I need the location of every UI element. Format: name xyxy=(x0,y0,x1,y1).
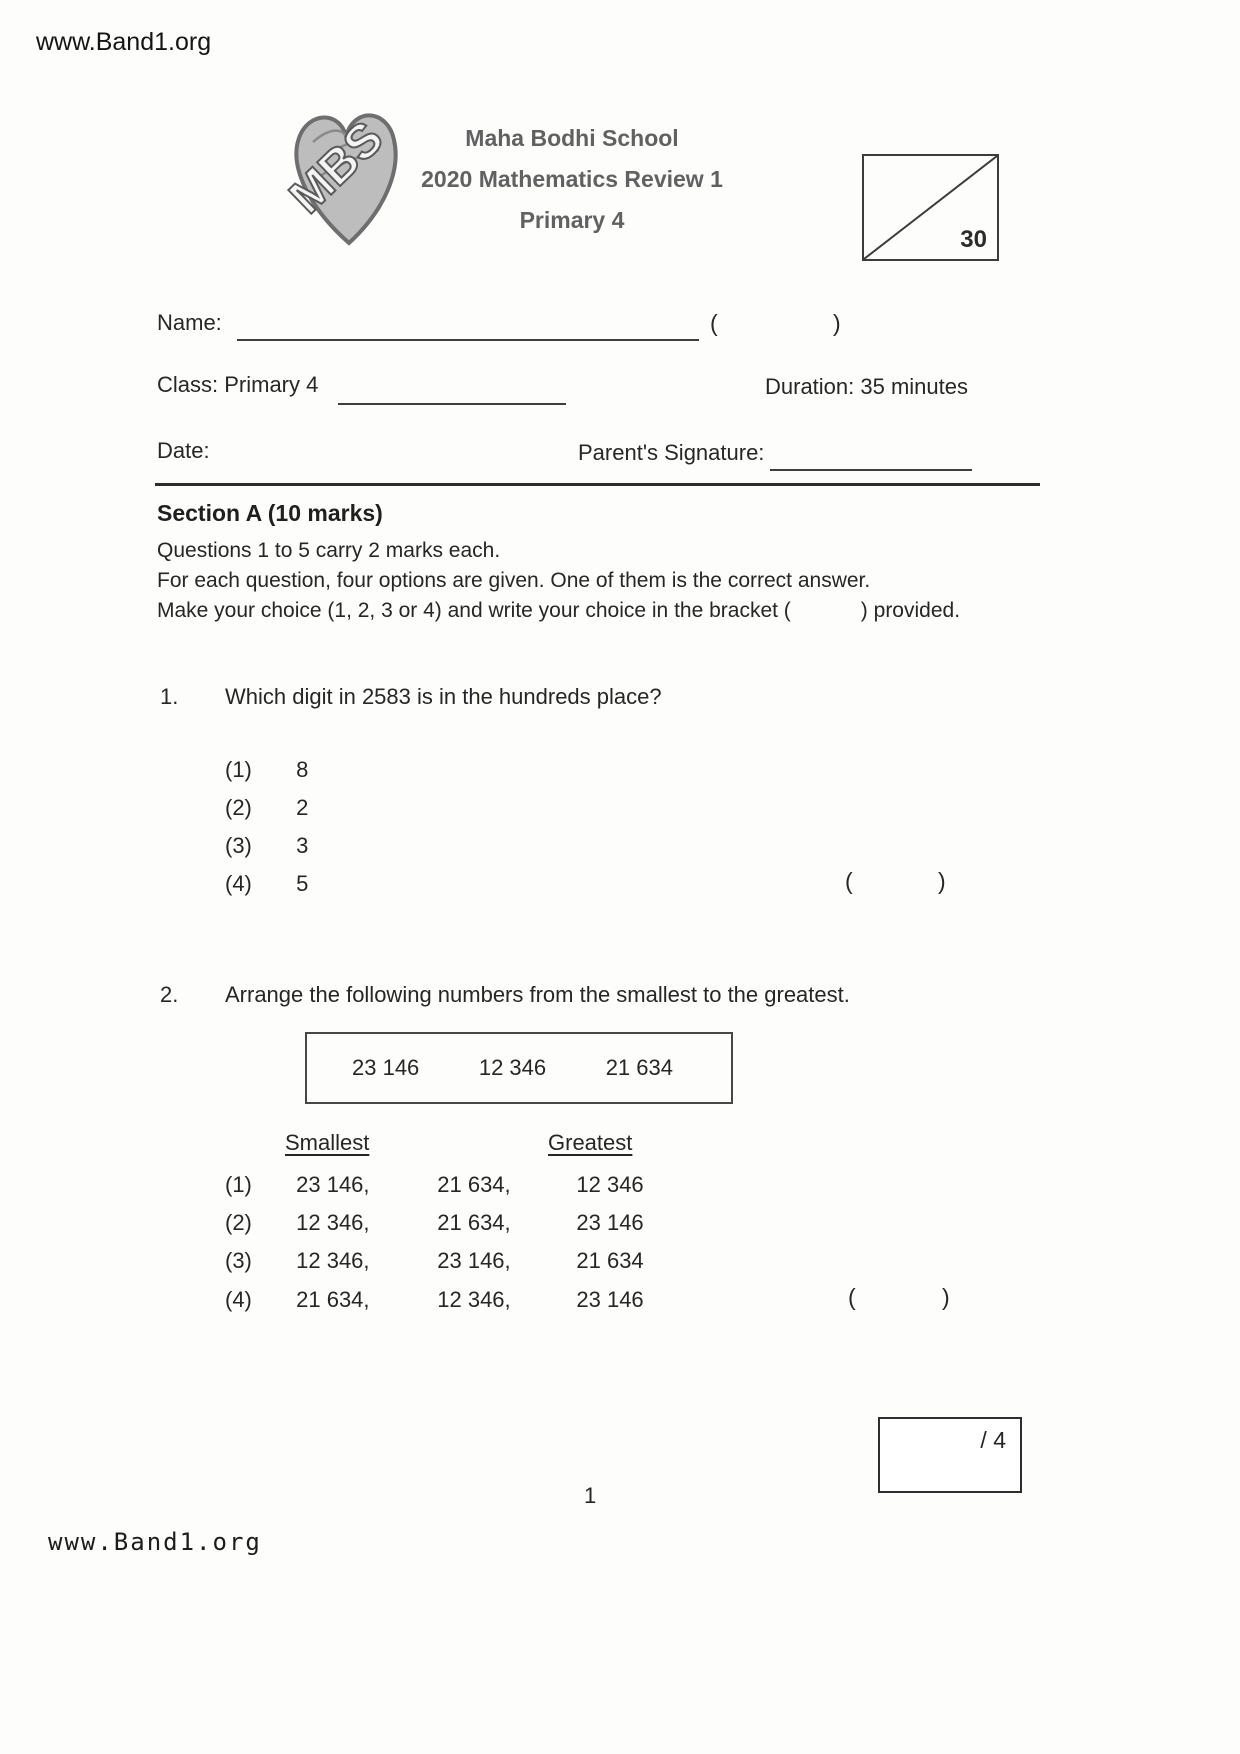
option-value-1: 23 146, xyxy=(296,1172,370,1197)
class-underline xyxy=(338,402,566,405)
option-value-2: 12 346, xyxy=(437,1287,511,1312)
given-number-2: 12 346 xyxy=(478,1055,547,1080)
option-value-1: 12 346, xyxy=(296,1210,370,1235)
watermark-top: www.Band1.org xyxy=(36,28,212,56)
logo-text: MBS xyxy=(283,111,394,224)
option-number: (2) xyxy=(225,1210,252,1235)
question-2-number-box xyxy=(305,1032,733,1104)
question-1-text: Which digit in 2583 is in the hundreds place? xyxy=(225,684,662,709)
class-label: Class: Primary 4 xyxy=(157,372,319,397)
question-2-number: 2. xyxy=(160,982,179,1007)
school-name: Maha Bodhi School xyxy=(465,125,679,151)
score-box xyxy=(862,154,999,261)
name-bracket-close: ) xyxy=(833,310,841,336)
question-2-text: Arrange the following numbers from the smallest to the greatest. xyxy=(225,982,850,1007)
parent-signature-underline xyxy=(770,468,972,471)
option-number: (2) xyxy=(225,795,252,820)
name-bracket-open: ( xyxy=(710,310,718,336)
question-1-answer-bracket-close: ) xyxy=(938,868,946,894)
exam-title: 2020 Mathematics Review 1 xyxy=(421,166,723,192)
question-1-option-2 xyxy=(225,795,308,821)
option-number: (3) xyxy=(225,1248,252,1273)
question-1-answer-bracket-open: ( xyxy=(845,868,853,894)
name-label: Name: xyxy=(157,310,222,335)
section-divider xyxy=(155,483,1040,486)
instruction-line-1: Questions 1 to 5 carry 2 marks each. xyxy=(157,539,501,562)
question-2-option-1 xyxy=(225,1172,644,1198)
given-number-1: 23 146 xyxy=(352,1055,420,1080)
option-value-2: 21 634, xyxy=(437,1210,511,1235)
duration-label: Duration: 35 minutes xyxy=(765,374,968,399)
option-value: 3 xyxy=(296,833,309,858)
question-2-option-4 xyxy=(225,1287,644,1313)
option-number: (1) xyxy=(225,757,252,782)
option-value: 2 xyxy=(296,795,309,820)
exam-level: Primary 4 xyxy=(519,207,625,233)
column-header-smallest: Smallest xyxy=(285,1130,370,1155)
option-value-1: 21 634, xyxy=(296,1287,370,1312)
option-value-1: 12 346, xyxy=(296,1248,370,1273)
option-value-3: 21 634 xyxy=(576,1248,644,1273)
section-a-instructions xyxy=(157,536,1057,626)
date-label: Date: xyxy=(157,438,210,463)
option-number: (4) xyxy=(225,871,252,896)
score-total: 30 xyxy=(960,226,987,253)
question-2-option-3 xyxy=(225,1248,644,1274)
option-number: (4) xyxy=(225,1287,252,1312)
instruction-line-3: Make your choice (1, 2, 3 or 4) and write your choice in the bracket ( ) provided. xyxy=(157,599,961,622)
question-1-option-3 xyxy=(225,833,308,859)
question-2-option-2 xyxy=(225,1210,644,1236)
option-value-3: 12 346 xyxy=(576,1172,644,1197)
instruction-line-2: For each question, four options are given. One of them is the correct answer. xyxy=(157,569,871,592)
parent-signature-label: Parent's Signature: xyxy=(578,440,765,465)
page-marks-value: / 4 xyxy=(980,1427,1006,1453)
question-2-answer-bracket-close: ) xyxy=(942,1284,950,1310)
page-marks-box xyxy=(878,1417,1022,1493)
question-1-number: 1. xyxy=(160,684,179,709)
option-value: 8 xyxy=(296,757,309,782)
option-value: 5 xyxy=(296,871,309,896)
question-2-answer-bracket-open: ( xyxy=(848,1284,856,1310)
option-value-3: 23 146 xyxy=(576,1287,644,1312)
question-1-option-1 xyxy=(225,757,308,783)
option-number: (1) xyxy=(225,1172,252,1197)
exam-header xyxy=(352,125,792,248)
question-1-option-4 xyxy=(225,871,308,897)
option-value-3: 23 146 xyxy=(576,1210,644,1235)
column-header-greatest: Greatest xyxy=(548,1130,633,1155)
name-underline xyxy=(237,338,699,341)
option-value-2: 23 146, xyxy=(437,1248,511,1273)
option-number: (3) xyxy=(225,833,252,858)
option-value-2: 21 634, xyxy=(437,1172,511,1197)
watermark-bottom: www.Band1.org xyxy=(48,1528,262,1556)
given-number-3: 21 634 xyxy=(605,1055,673,1080)
section-a-title: Section A (10 marks) xyxy=(157,500,383,526)
page-number: 1 xyxy=(584,1483,597,1508)
